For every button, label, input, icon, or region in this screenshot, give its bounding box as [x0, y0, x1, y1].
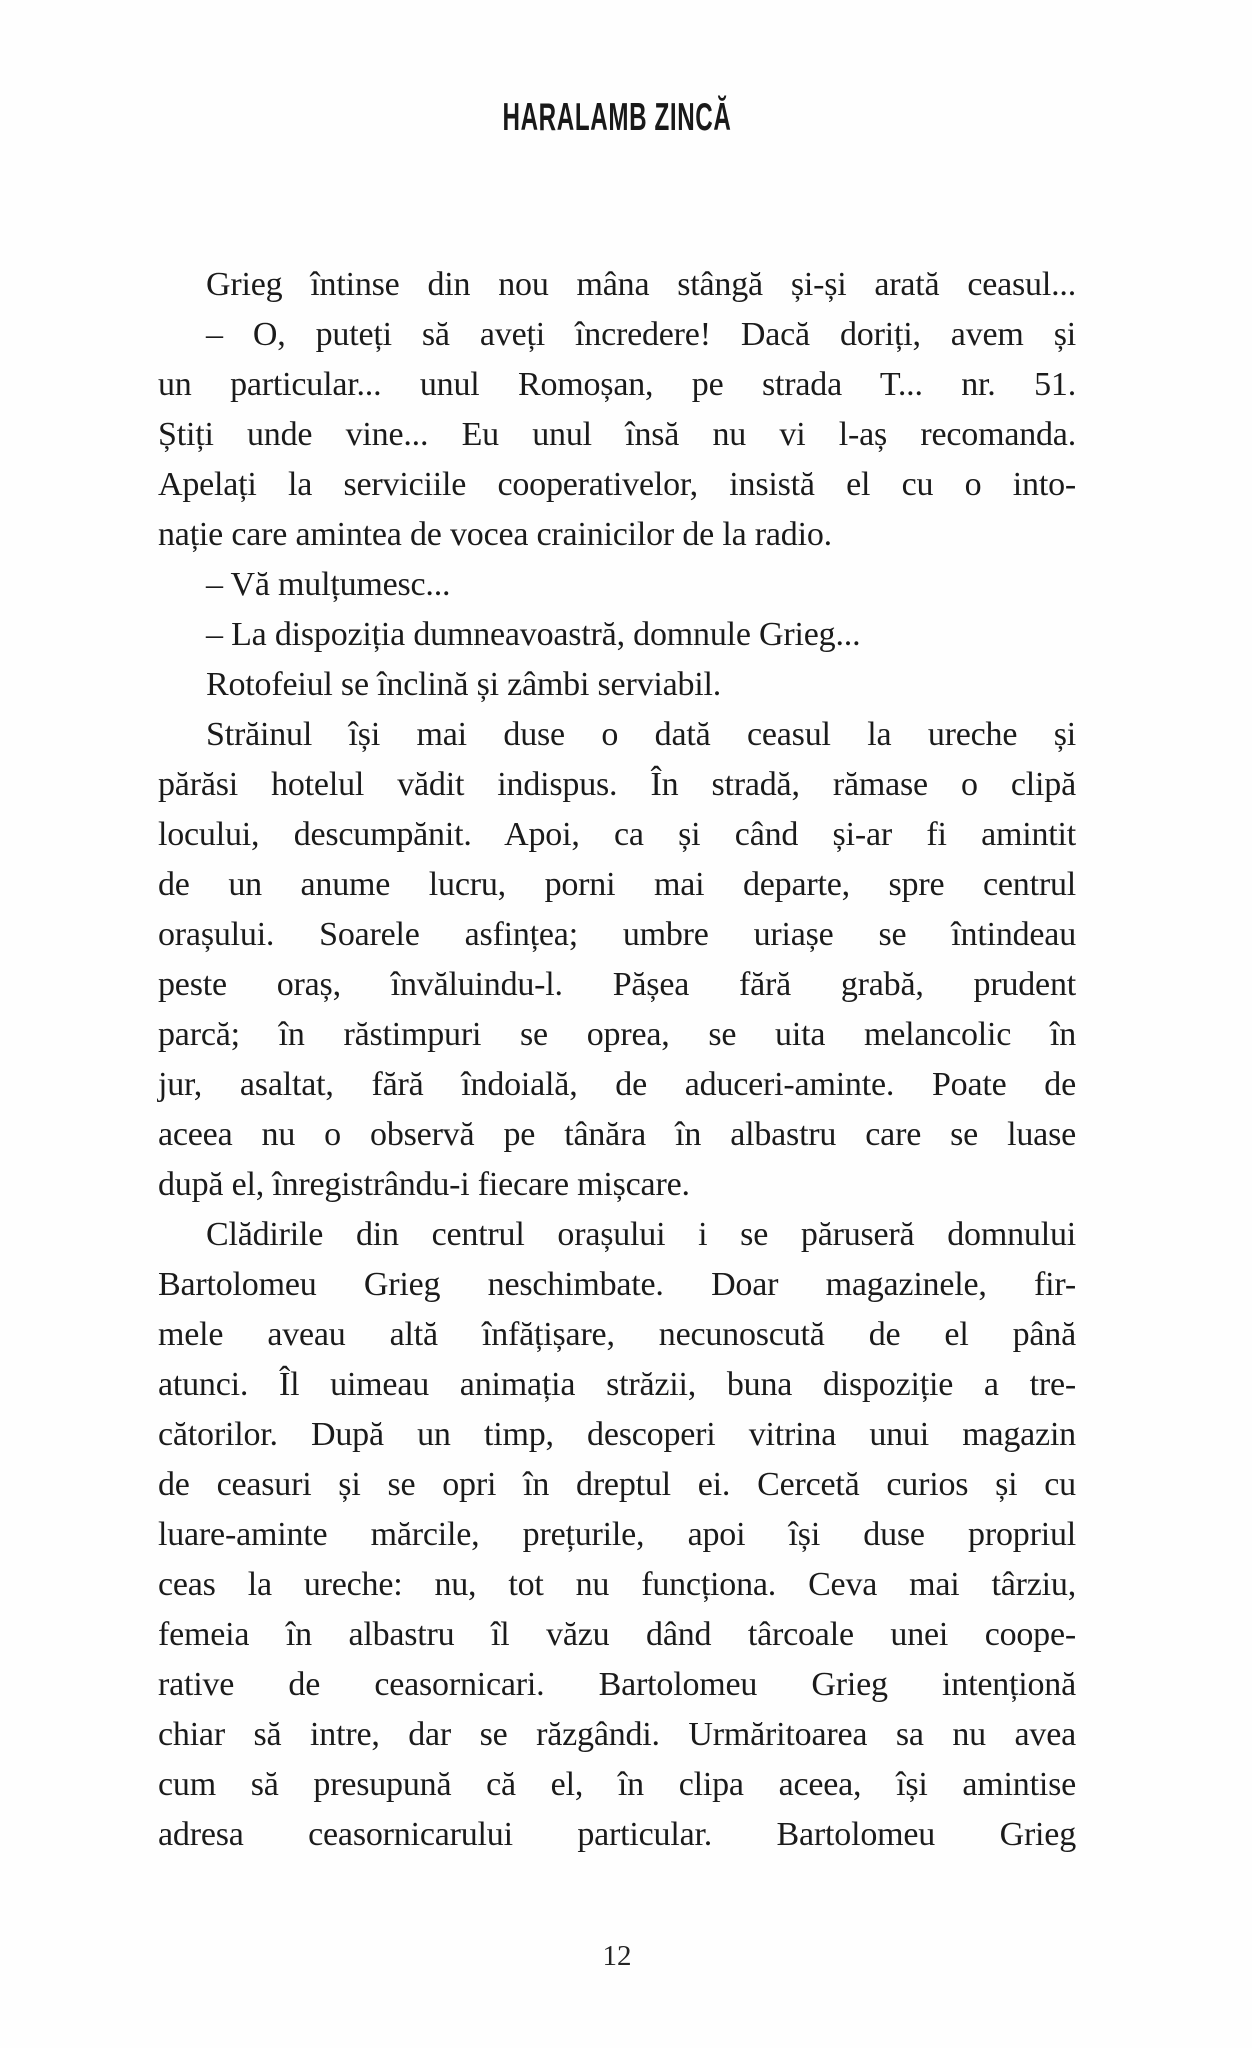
text-line: – Vă mulțumesc...: [206, 566, 451, 603]
text-line: rative de ceasornicari. Bartolomeu Grieg intenționă: [158, 1666, 1076, 1703]
text-line: Străinul își mai duse o dată ceasul la ureche și: [206, 716, 1076, 753]
text-line: cătorilor. După un timp, descoperi vitrina unui magazin: [158, 1416, 1076, 1453]
text-line: Apelați la serviciile cooperativelor, insistă el cu o into-: [158, 466, 1076, 503]
text-line: de un anume lucru, porni mai departe, spre centrul: [158, 866, 1076, 903]
text-line: orașului. Soarele asfințea; umbre uriașe se întindeau: [158, 916, 1076, 953]
text-line: un particular... unul Romoșan, pe strada T... nr. 51.: [158, 366, 1076, 403]
text-line: peste oraș, învăluindu-l. Pășea fără grabă, prudent: [158, 966, 1076, 1003]
text-line: Știți unde vine... Eu unul însă nu vi l-aș recomanda.: [158, 416, 1076, 453]
text-line: jur, asaltat, fără îndoială, de aduceri-aminte. Poate de: [158, 1066, 1076, 1103]
text-line: nație care amintea de vocea crainicilor de la radio.: [158, 516, 832, 553]
text-line: adresa ceasornicarului particular. Bartolomeu Grieg: [158, 1816, 1076, 1853]
running-header-author: HARALAMB ZINCĂ: [502, 96, 732, 139]
text-line: luare-aminte mărcile, prețurile, apoi își duse propriul: [158, 1516, 1076, 1553]
text-block: [158, 260, 1076, 1860]
text-line: – La dispoziția dumneavoastră, domnule Grieg...: [206, 616, 861, 653]
text-line: Rotofeiul se înclină și zâmbi serviabil.: [206, 666, 722, 703]
text-line: aceea nu o observă pe tânăra în albastru care se luase: [158, 1116, 1076, 1153]
text-line: atunci. Îl uimeau animația străzii, buna dispoziție a tre-: [158, 1366, 1076, 1403]
text-line: parcă; în răstimpuri se oprea, se uita melancolic în: [158, 1016, 1076, 1053]
text-line: Clădirile din centrul orașului i se păruseră domnului: [206, 1216, 1076, 1253]
text-line: de ceasuri și se opri în dreptul ei. Cercetă curios și cu: [158, 1466, 1076, 1503]
text-line: locului, descumpănit. Apoi, ca și când și-ar fi amintit: [158, 816, 1076, 853]
text-line: Grieg întinse din nou mâna stângă și-și arată ceasul...: [206, 266, 1076, 303]
text-line: părăsi hotelul vădit indispus. În stradă, rămase o clipă: [158, 766, 1076, 803]
text-line: Bartolomeu Grieg neschimbate. Doar magazinele, fir-: [158, 1266, 1076, 1303]
text-line: după el, înregistrându-i fiecare mișcare.: [158, 1166, 690, 1203]
text-line: cum să presupună că el, în clipa aceea, își amintise: [158, 1766, 1076, 1803]
text-line: femeia în albastru îl văzu dând târcoale unei coope-: [158, 1616, 1076, 1653]
text-line: chiar să intre, dar se răzgândi. Urmăritoarea sa nu avea: [158, 1716, 1076, 1753]
text-line: mele aveau altă înfățișare, necunoscută de el până: [158, 1316, 1076, 1353]
text-line: ceas la ureche: nu, tot nu funcționa. Ceva mai târziu,: [158, 1566, 1076, 1603]
text-line: – O, puteți să aveți încredere! Dacă doriți, avem și: [206, 316, 1076, 353]
page-number: 12: [602, 1940, 632, 1972]
